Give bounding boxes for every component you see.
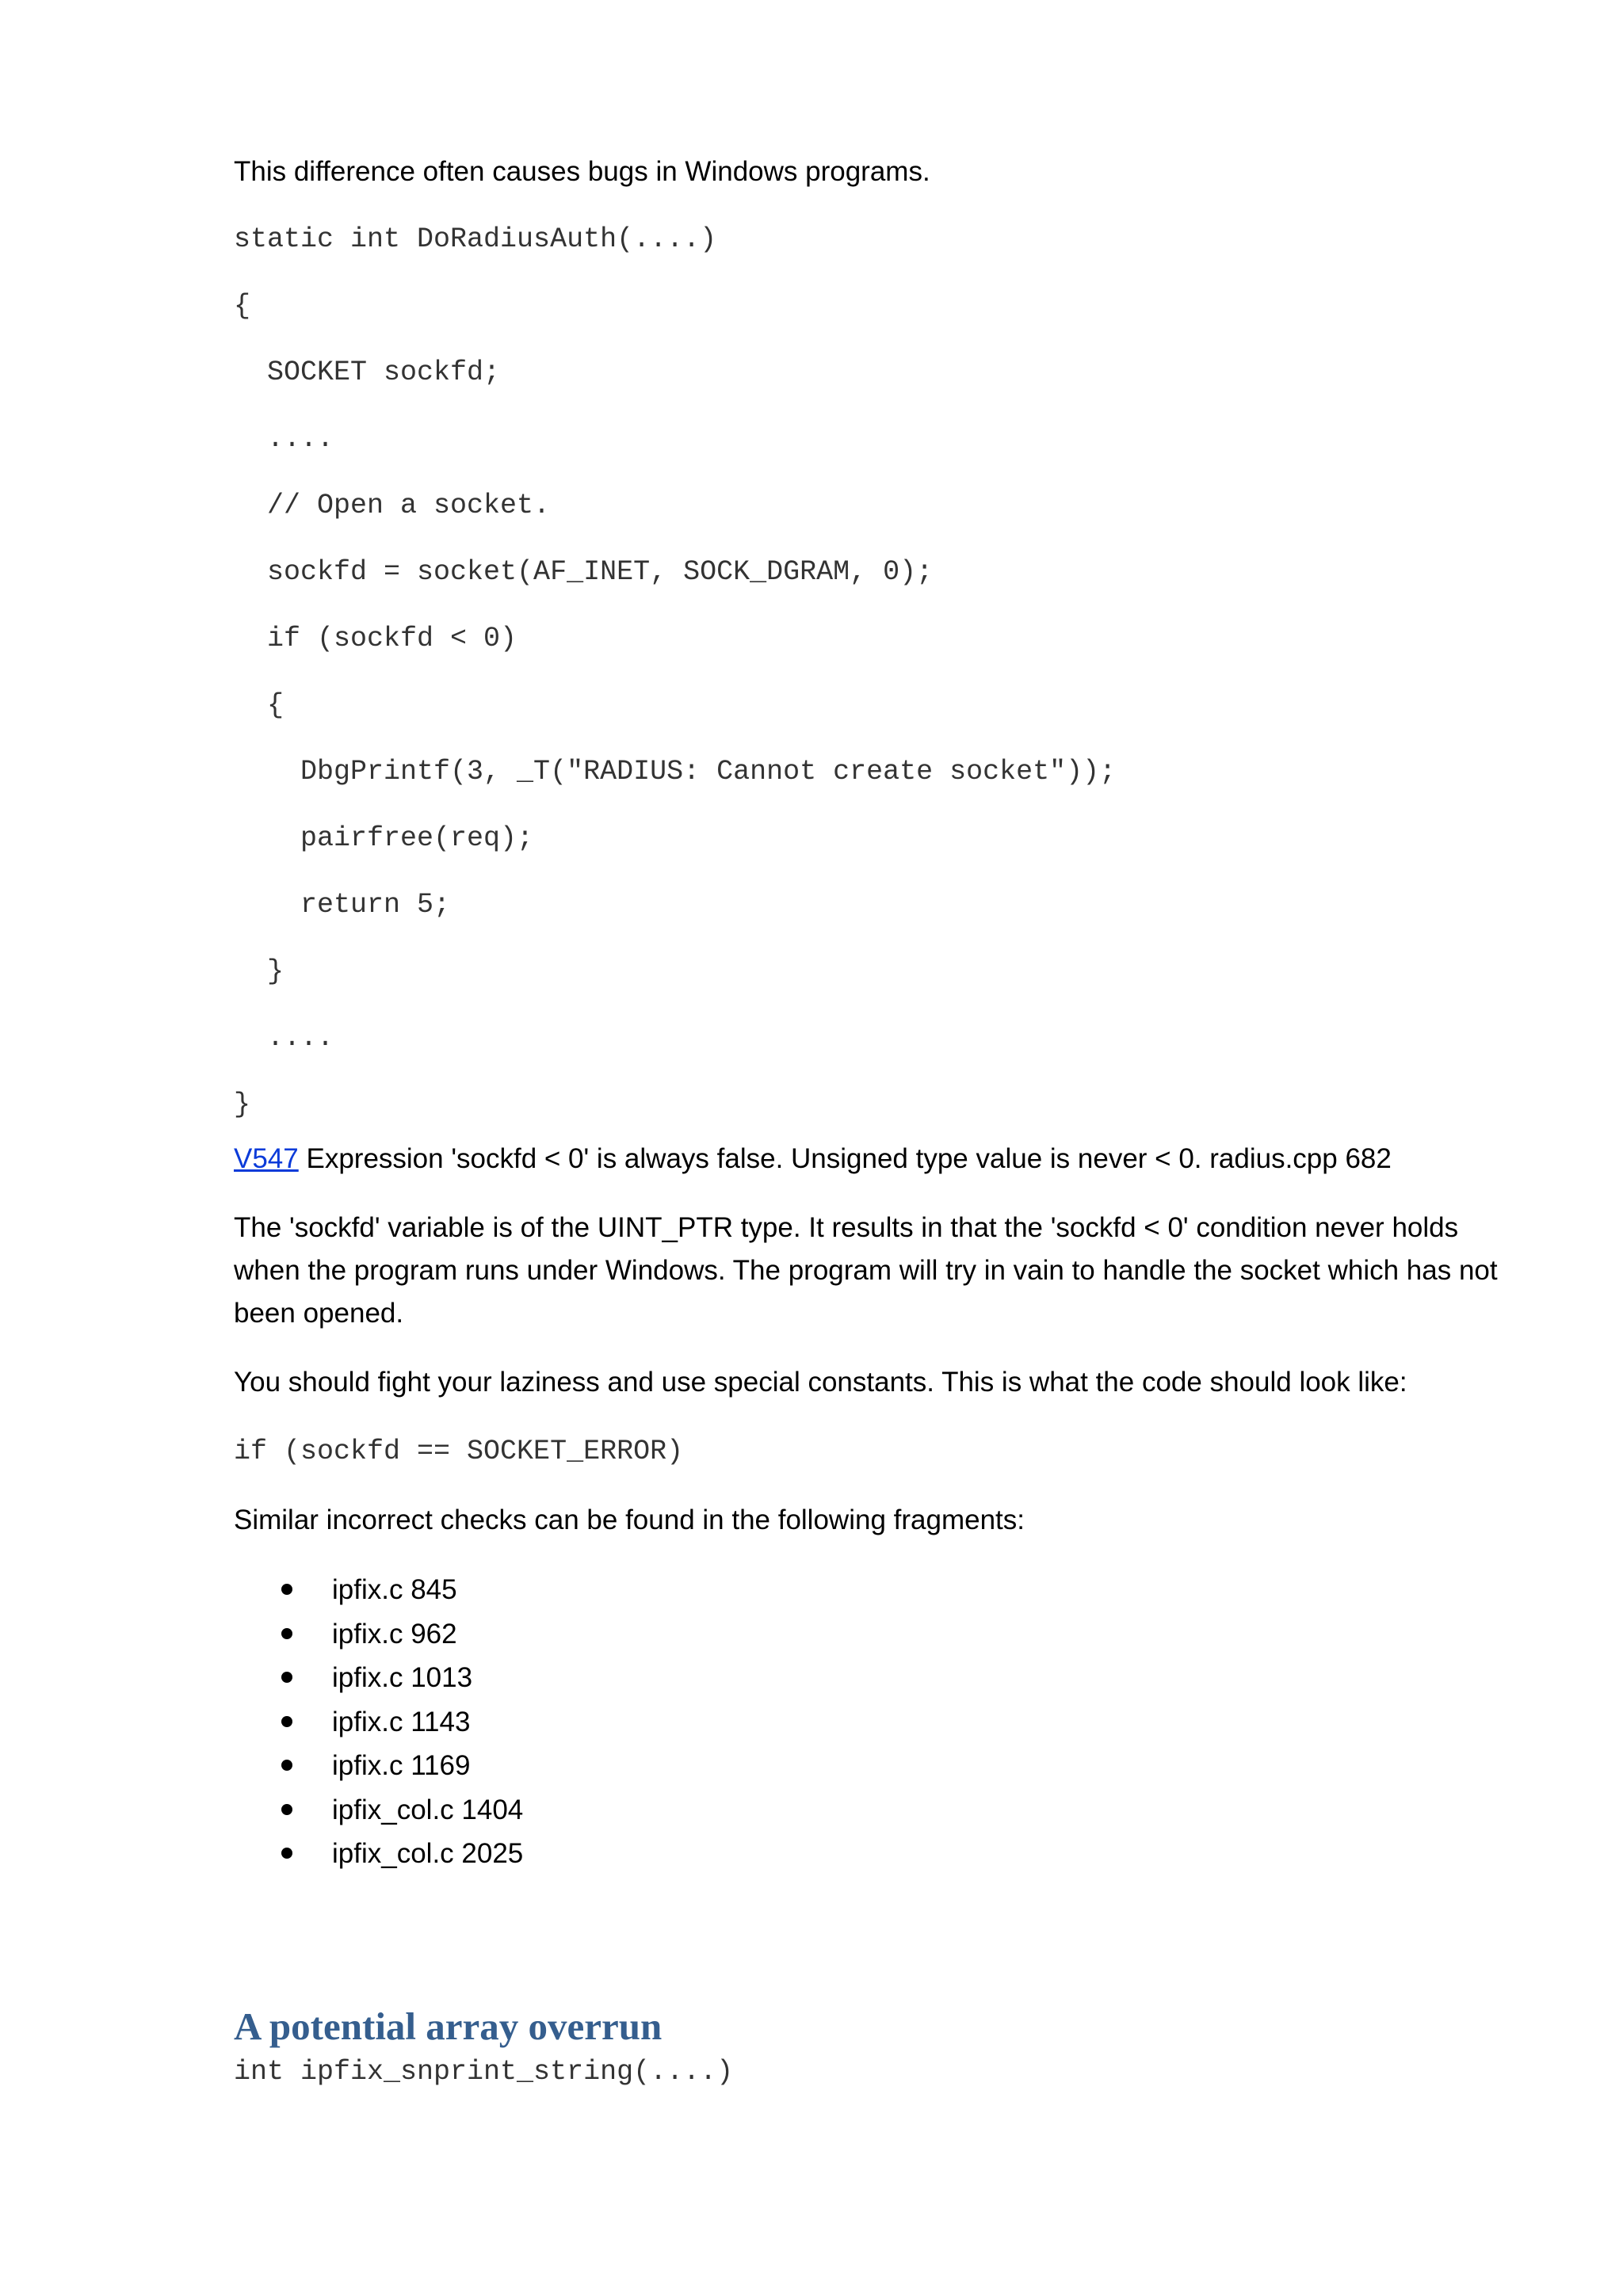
advice-paragraph: You should fight your laziness and use special constants. This is what the code should look like: <box>234 1367 1407 1398</box>
code-line: { <box>234 689 285 721</box>
list-item: ipfix_col.c 2025 <box>281 1832 1518 1876</box>
code-line: SOCKET sockfd; <box>234 357 501 388</box>
code-line: { <box>234 290 251 322</box>
fixed-code-line: if (sockfd == SOCKET_ERROR) <box>234 1436 684 1467</box>
bullet-icon <box>281 1672 292 1683</box>
bullet-icon <box>281 1804 292 1815</box>
code-line: .... <box>234 423 334 455</box>
list-item: ipfix.c 1143 <box>281 1700 1518 1745</box>
code-line: .... <box>234 1022 334 1054</box>
code-line: DbgPrintf(3, _T("RADIUS: Cannot create socket")); <box>234 756 1117 788</box>
section-heading: A potential array overrun <box>234 2004 663 2048</box>
code-line: return 5; <box>234 889 451 921</box>
code-line: } <box>234 1089 251 1120</box>
diagnostic-paragraph <box>234 1138 1518 1180</box>
bullet-icon <box>281 1848 292 1859</box>
section-code-line: int ipfix_snprint_string(....) <box>234 2055 734 2088</box>
list-item: ipfix.c 962 <box>281 1612 1518 1657</box>
bullet-icon <box>281 1716 292 1727</box>
code-line: sockfd = socket(AF_INET, SOCK_DGRAM, 0); <box>234 556 934 588</box>
code-line: if (sockfd < 0) <box>234 623 517 654</box>
list-item: ipfix.c 845 <box>281 1568 1518 1612</box>
explanation-paragraph: The 'sockfd' variable is of the UINT_PTR type. It results in that the 'sockfd < 0' condition never holds when the program runs under Windows. The program will try in vain to handle the socket which has not been opened. <box>234 1212 1498 1329</box>
list-item: ipfix_col.c 1404 <box>281 1788 1518 1833</box>
code-line: static int DoRadiusAuth(....) <box>234 223 717 255</box>
list-item: ipfix.c 1013 <box>281 1656 1518 1700</box>
code-line: // Open a socket. <box>234 490 551 521</box>
bullet-icon <box>281 1760 292 1771</box>
code-line: } <box>234 955 285 987</box>
diagnostic-message: Expression 'sockfd < 0' is always false. Unsigned type value is never < 0. radius.cpp 682 <box>298 1143 1392 1174</box>
bullet-icon <box>281 1628 292 1639</box>
bullet-icon <box>281 1584 292 1595</box>
fragment-list <box>281 1568 1518 1876</box>
diagnostic-link[interactable]: V547 <box>234 1143 299 1174</box>
page-content <box>234 151 1518 2093</box>
code-line: pairfree(req); <box>234 822 534 854</box>
similar-paragraph: Similar incorrect checks can be found in the following fragments: <box>234 1505 1025 1535</box>
list-item: ipfix.c 1169 <box>281 1744 1518 1788</box>
intro-paragraph: This difference often causes bugs in Windows programs. <box>234 156 930 187</box>
code-block <box>234 206 1518 1138</box>
